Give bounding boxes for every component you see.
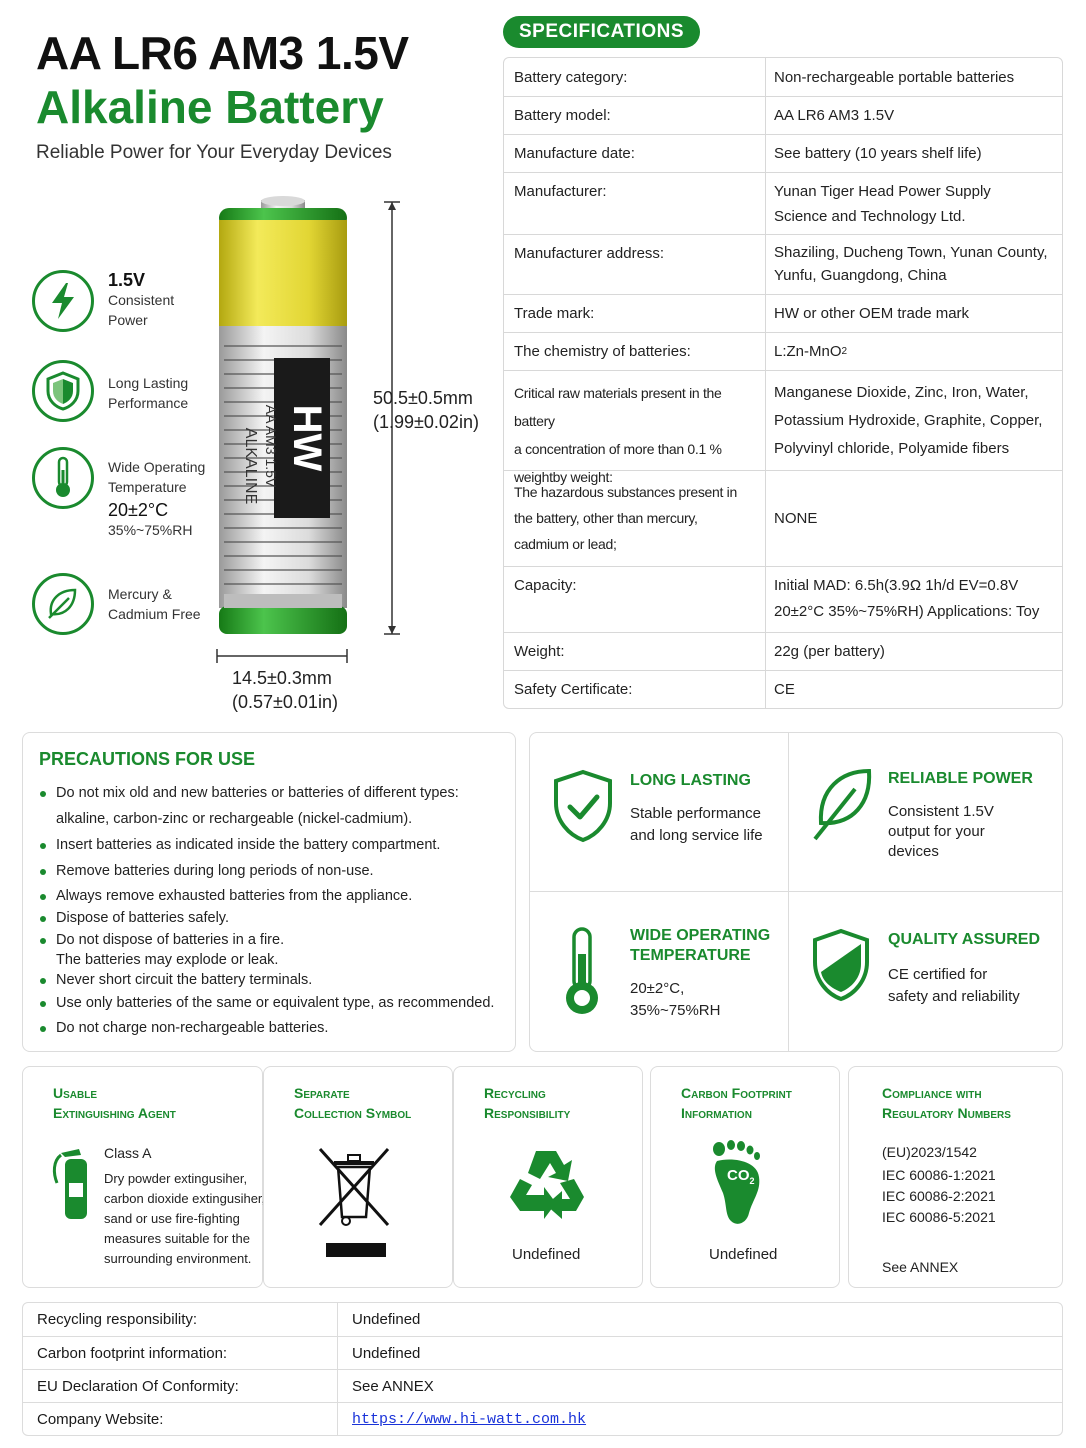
feature-grid — [529, 732, 1063, 1052]
card-title: Compliance with — [882, 1085, 982, 1101]
spec-value: L:Zn-MnO 2 — [774, 343, 848, 360]
spec-row — [504, 332, 1062, 370]
crossed-bin-icon — [316, 1145, 392, 1263]
battery-side-text: ALKALINE — [242, 427, 259, 505]
spec-key: Battery category: — [504, 58, 766, 96]
spec-key: weightby weight: — [514, 469, 613, 485]
battery-brand: HW — [285, 404, 329, 472]
list-item: Do not mix old and new batteries or batteries of different types: — [39, 781, 459, 806]
spec-key: a concentration of more than 0.1 % — [514, 441, 722, 457]
feature-text: Wide Operating — [108, 459, 206, 475]
card-text: IEC 60086-1:2021 — [882, 1167, 996, 1183]
spec-value: Shaziling, Ducheng Town, Yunan County, — [774, 244, 1048, 261]
spec-row — [504, 632, 1062, 670]
table-row — [23, 1369, 1062, 1402]
spec-row — [504, 670, 1062, 708]
feature-desc: output for your — [888, 823, 985, 840]
spec-key: Manufacturer: — [504, 173, 766, 234]
list-item: alkaline, carbon-zinc or rechargeable (nickel-cadmium). — [56, 811, 413, 827]
card-title: Collection Symbol — [294, 1105, 412, 1121]
spec-value: Initial MAD: 6.5h(3.9Ω 1h/d EV=0.8V — [774, 577, 1019, 594]
feature-value: 20±2°C — [108, 500, 169, 520]
card-carbon-footprint — [650, 1066, 840, 1288]
info-table — [22, 1302, 1063, 1436]
spec-key: the battery, other than mercury, — [514, 510, 698, 526]
card-collection-symbol — [263, 1066, 453, 1288]
feature-value: 35%~75%RH — [108, 522, 193, 538]
feature-title: RELIABLE POWER — [888, 770, 1033, 787]
card-title: Usable — [53, 1085, 98, 1101]
battery-side-text: AA AM3 1.5V — [263, 404, 279, 488]
card-title: Carbon Footprint — [681, 1085, 792, 1101]
spec-row — [504, 134, 1062, 172]
list-item: Do not charge non-rechargeable batteries. — [39, 1016, 328, 1041]
spec-row — [504, 96, 1062, 134]
spec-value: NONE — [774, 510, 818, 527]
feature-desc: CE certified for — [888, 966, 988, 983]
spec-value: Manganese Dioxide, Zinc, Iron, Water, — [774, 384, 1029, 401]
card-compliance — [848, 1066, 1063, 1288]
height-label: 50.5±0.5mm — [373, 388, 473, 408]
feature-desc: Stable performance — [630, 805, 761, 822]
spec-row — [504, 172, 1062, 234]
height-label-in: (1.99±0.02in) — [373, 412, 479, 432]
spec-key: Safety Certificate: — [504, 671, 766, 708]
spec-key: The hazardous substances present in — [514, 484, 737, 500]
table-key: Company Website: — [23, 1403, 338, 1435]
feature-title: WIDE OPERATING — [630, 927, 771, 944]
feature-text: Long Lasting — [108, 375, 189, 391]
card-text: (EU)2023/1542 — [882, 1144, 977, 1160]
specifications-tag: SPECIFICATIONS — [503, 16, 700, 48]
spec-value: HW or other OEM trade mark — [774, 305, 970, 322]
spec-value: Yunfu, Guangdong, China — [774, 267, 947, 284]
spec-value: 22g (per battery) — [774, 643, 885, 660]
feature-text: Cadmium Free — [108, 606, 201, 622]
spec-key: Critical raw materials present in the battery — [514, 385, 722, 429]
shield-check-icon — [552, 769, 614, 843]
spec-key: Weight: — [504, 633, 766, 670]
card-text: See ANNEX — [882, 1259, 959, 1275]
fire-extinguisher-icon — [51, 1143, 95, 1223]
spec-row — [504, 370, 1062, 485]
feature-title: LONG LASTING — [630, 772, 751, 789]
feature-text: Power — [108, 312, 148, 328]
width-label: 14.5±0.3mm — [232, 668, 332, 688]
table-key: EU Declaration Of Conformity: — [23, 1370, 338, 1402]
spec-value: 20±2°C 35%~75%RH) Applications: Toy — [774, 603, 1040, 620]
co2-label: $CO_2$ — [727, 1167, 755, 1186]
width-dimension-line — [214, 648, 350, 664]
feature-desc: 20±2°C, — [630, 980, 685, 997]
card-text: sand or use fire-fighting — [104, 1211, 240, 1226]
table-value: Undefined — [352, 1344, 421, 1362]
list-item: Never short circuit the battery terminals. — [39, 968, 312, 993]
feature-text: Consistent — [108, 292, 175, 308]
feature-text: Performance — [108, 395, 189, 411]
spec-key: Battery model: — [504, 97, 766, 134]
list-item: Do not dispose of batteries in a fire. — [39, 928, 284, 953]
card-title: Responsibility — [484, 1105, 571, 1121]
spec-value: Yunan Tiger Head Power Supply — [774, 183, 991, 200]
spec-key: Trade mark: — [504, 295, 766, 332]
card-text: surrounding environment. — [104, 1251, 252, 1266]
title-line1: AA LR6 AM3 1.5V — [36, 27, 409, 79]
list-item: The batteries may explode or leak. — [56, 952, 279, 968]
spec-key: The chemistry of batteries: — [504, 333, 766, 370]
website-link[interactable]: https://www.hi-watt.com.hk — [352, 1410, 587, 1428]
card-value: Undefined — [512, 1246, 581, 1263]
list-item: Always remove exhausted batteries from the appliance. — [39, 884, 412, 909]
card-text: carbon dioxide extingusiher, — [104, 1191, 266, 1206]
feature-desc: 35%~75%RH — [630, 1002, 721, 1019]
table-key: Recycling responsibility: — [23, 1303, 338, 1336]
card-extinguishing-agent — [22, 1066, 266, 1288]
feature-title: QUALITY ASSURED — [888, 931, 1041, 948]
spec-key: Manufacturer address: — [504, 235, 766, 294]
thermometer-icon — [32, 447, 94, 509]
shield-icon — [811, 928, 871, 1002]
table-key: Carbon footprint information: — [23, 1337, 338, 1369]
feature-desc: safety and reliability — [888, 988, 1020, 1005]
battery-illustration — [216, 196, 350, 646]
table-row — [23, 1303, 1062, 1336]
table-value: Undefined — [352, 1311, 421, 1328]
title-line2: Alkaline Battery — [36, 81, 384, 133]
spec-value: Polyvinyl chloride, Polyamide fibers — [774, 440, 1010, 457]
card-text: Dry powder extingusiher, — [104, 1171, 248, 1186]
shield-icon — [32, 360, 94, 422]
feature-desc: devices — [888, 843, 939, 860]
leaf-icon — [811, 767, 875, 843]
card-title: Regulatory Numbers — [882, 1105, 1011, 1121]
card-text: measures suitable for the — [104, 1231, 250, 1246]
width-label-in: (0.57±0.01in) — [232, 692, 338, 712]
lightning-icon — [32, 270, 94, 332]
card-title: Extinguishing Agent — [53, 1105, 176, 1121]
feature-text: Mercury & — [108, 586, 172, 602]
spec-row — [504, 58, 1062, 96]
spec-value: Potassium Hydroxide, Graphite, Copper, — [774, 412, 1043, 429]
spec-key: Manufacture date: — [504, 135, 766, 172]
table-row — [23, 1402, 1062, 1435]
spec-value: See battery (10 years shelf life) — [774, 145, 982, 162]
card-text: IEC 60086-5:2021 — [882, 1209, 996, 1225]
card-recycling — [453, 1066, 643, 1288]
spec-value: Science and Technology Ltd. — [774, 208, 966, 225]
subtitle: Reliable Power for Your Everyday Devices — [36, 142, 392, 163]
thermometer-icon — [560, 926, 604, 1018]
spec-key: cadmium or lead; — [514, 536, 617, 552]
feature-title: 1.5V — [108, 270, 146, 290]
specifications-table — [503, 57, 1063, 709]
recycle-icon — [506, 1145, 586, 1223]
table-value: See ANNEX — [352, 1377, 434, 1395]
spec-row — [504, 566, 1062, 632]
card-title: Information — [681, 1105, 752, 1121]
card-title: Recycling — [484, 1085, 546, 1101]
spec-value: AA LR6 AM3 1.5V — [774, 107, 895, 124]
card-text: IEC 60086-2:2021 — [882, 1188, 996, 1204]
card-title: Separate — [294, 1085, 350, 1101]
feature-text: Temperature — [108, 479, 187, 495]
spec-row — [504, 294, 1062, 332]
table-row — [23, 1336, 1062, 1369]
spec-row — [504, 234, 1062, 294]
card-label: Class A — [104, 1145, 152, 1161]
spec-value: Non-rechargeable portable batteries — [774, 68, 1015, 86]
spec-key: Capacity: — [504, 567, 766, 632]
feature-desc: Consistent 1.5V — [888, 803, 994, 820]
list-item: Remove batteries during long periods of non-use. — [39, 859, 374, 884]
spec-value: CE — [774, 681, 795, 698]
leaf-icon — [32, 573, 94, 635]
list-item: Insert batteries as indicated inside the battery compartment. — [39, 833, 440, 858]
feature-title: TEMPERATURE — [630, 947, 751, 964]
spec-row — [504, 470, 1062, 566]
card-value: Undefined — [709, 1246, 778, 1263]
list-item: Dispose of batteries safely. — [39, 906, 229, 931]
feature-desc: and long service life — [630, 827, 763, 844]
precautions-box — [22, 732, 516, 1052]
list-item: Use only batteries of the same or equivalent type, as recommended. — [39, 991, 494, 1016]
precautions-title: PRECAUTIONS FOR USE — [39, 749, 256, 769]
